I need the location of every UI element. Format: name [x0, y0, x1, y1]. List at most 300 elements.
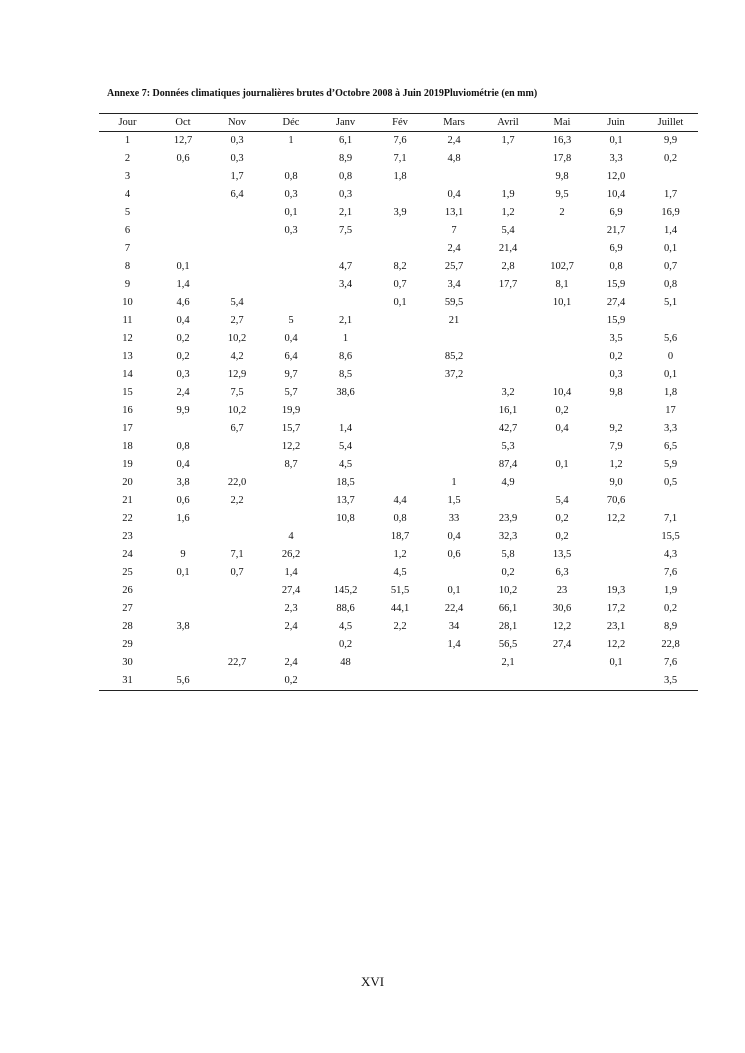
- rainfall-cell: 12,7: [173, 135, 193, 146]
- rainfall-cell: 4,2: [230, 351, 244, 362]
- column-header: Mai: [553, 117, 571, 128]
- column-header: Janv: [335, 117, 356, 128]
- table-row: [99, 240, 698, 258]
- rainfall-cell: 0,2: [501, 567, 515, 578]
- rainfall-cell: [535, 330, 589, 348]
- rainfall-cell: 19,3: [606, 585, 626, 596]
- rainfall-cell: [156, 186, 210, 204]
- rainfall-cell: 0,8: [338, 171, 353, 182]
- rainfall-cell: 0,1: [555, 459, 569, 470]
- rainfall-cell: 8,9: [663, 621, 678, 632]
- rainfall-cell: [156, 204, 210, 222]
- rainfall-cell: [481, 348, 535, 366]
- day-cell: 10: [122, 297, 133, 308]
- rainfall-cell: [535, 474, 589, 492]
- rainfall-cell: [373, 222, 427, 240]
- rainfall-cell: [535, 240, 589, 258]
- rainfall-cell: 2,2: [230, 495, 244, 506]
- rainfall-cell: [264, 276, 318, 294]
- rainfall-cell: 6,7: [230, 423, 244, 434]
- rainfall-cell: [481, 294, 535, 312]
- rainfall-cell: 0,2: [555, 513, 569, 524]
- table-row: [99, 456, 698, 474]
- rainfall-cell: 2,4: [176, 387, 190, 398]
- day-cell: 8: [124, 261, 131, 272]
- rainfall-cell: 1,2: [501, 207, 515, 218]
- rainfall-cell: [210, 456, 264, 474]
- day-cell: 19: [122, 459, 133, 470]
- rainfall-cell: [264, 636, 318, 654]
- rainfall-cell: 6,1: [338, 135, 353, 146]
- rainfall-cell: [427, 438, 481, 456]
- day-cell: 24: [122, 549, 133, 560]
- rainfall-cell: [373, 240, 427, 258]
- rainfall-cell: 27,4: [281, 585, 301, 596]
- rainfall-cell: 9,0: [609, 477, 623, 488]
- rainfall-cell: [373, 636, 427, 654]
- rainfall-cell: 23: [556, 585, 568, 596]
- rainfall-cell: 0,8: [393, 513, 407, 524]
- rainfall-cell: [156, 654, 210, 672]
- rainfall-cell: [210, 600, 264, 618]
- table-header: [99, 114, 698, 131]
- rainfall-cell: 9,9: [176, 405, 190, 416]
- rainfall-cell: 0,7: [393, 279, 407, 290]
- rainfall-cell: [589, 672, 643, 690]
- rainfall-cell: 12,0: [606, 171, 626, 182]
- day-cell: 25: [122, 567, 133, 578]
- rainfall-cell: [427, 384, 481, 402]
- rainfall-cell: 0,2: [609, 351, 623, 362]
- rainfall-cell: 5,4: [338, 441, 353, 452]
- rainfall-cell: [210, 276, 264, 294]
- rainfall-cell: 5,9: [663, 459, 678, 470]
- day-cell: 15: [122, 387, 133, 398]
- table-row: [99, 474, 698, 492]
- rainfall-cell: 10,2: [498, 585, 518, 596]
- rainfall-cell: 0,1: [284, 207, 298, 218]
- day-cell: 6: [124, 225, 131, 236]
- rainfall-cell: 21,7: [606, 225, 626, 236]
- rainfall-cell: 44,1: [390, 603, 410, 614]
- rainfall-cell: 0,1: [663, 369, 678, 380]
- rainfall-cell: 0,2: [555, 405, 569, 416]
- table-row: [99, 132, 698, 150]
- rainfall-cell: 10,2: [227, 333, 247, 344]
- rainfall-cell: 4,7: [338, 261, 353, 272]
- rainfall-table: [99, 114, 698, 131]
- rainfall-cell: 9,8: [555, 171, 569, 182]
- rainfall-cell: 0,4: [176, 459, 190, 470]
- rainfall-cell: [481, 150, 535, 168]
- rainfall-cell: 22,8: [661, 639, 680, 650]
- rainfall-cell: 7,6: [663, 657, 678, 668]
- rainfall-cell: [210, 636, 264, 654]
- rainfall-cell: [264, 294, 318, 312]
- rainfall-cell: 0,2: [663, 153, 678, 164]
- header-row: [99, 114, 698, 131]
- rainfall-cell: 0,1: [609, 657, 623, 668]
- rainfall-cell: 12,9: [227, 369, 247, 380]
- rainfall-cell: 9: [180, 549, 186, 560]
- rainfall-cell: 37,2: [444, 369, 464, 380]
- rainfall-cell: 1: [342, 333, 349, 344]
- rainfall-cell: [210, 672, 264, 690]
- rainfall-cell: [210, 510, 264, 528]
- rainfall-cell: [427, 330, 481, 348]
- rainfall-cell: 33: [448, 513, 460, 524]
- table-row: [99, 204, 698, 222]
- rainfall-cell: 15,9: [606, 279, 626, 290]
- rainfall-cell: 2,4: [447, 243, 461, 254]
- rainfall-cell: 0,4: [176, 315, 190, 326]
- rainfall-cell: 70,6: [606, 495, 626, 506]
- rainfall-cell: 48: [340, 657, 351, 668]
- rainfall-cell: [210, 438, 264, 456]
- rainfall-cell: 5,4: [555, 495, 569, 506]
- rainfall-cell: 15,7: [281, 423, 301, 434]
- rainfall-cell: 5,7: [284, 387, 298, 398]
- rainfall-cell: 3,5: [663, 675, 678, 686]
- rainfall-cell: 0,8: [284, 171, 298, 182]
- rainfall-cell: [373, 474, 427, 492]
- day-cell: 30: [122, 657, 133, 668]
- rainfall-cell: 4: [288, 531, 294, 542]
- rainfall-cell: 2,4: [284, 621, 298, 632]
- rainfall-cell: 1,6: [176, 513, 190, 524]
- table-row: [99, 312, 698, 330]
- rainfall-cell: [264, 510, 318, 528]
- rainfall-cell: 8,9: [338, 153, 353, 164]
- rainfall-cell: [264, 150, 318, 168]
- rainfall-cell: 0,8: [609, 261, 623, 272]
- rainfall-cell: 7,1: [393, 153, 407, 164]
- rainfall-cell: [427, 168, 481, 186]
- rainfall-cell: 12,2: [552, 621, 572, 632]
- rainfall-cell: [481, 366, 535, 384]
- rainfall-cell: 16,1: [498, 405, 518, 416]
- table-row: [99, 438, 698, 456]
- day-cell: 9: [124, 279, 131, 290]
- rainfall-cell: 5,4: [501, 225, 515, 236]
- rainfall-cell: [318, 402, 373, 420]
- rainfall-cell: [589, 546, 643, 564]
- rainfall-cell: 9,9: [663, 135, 678, 146]
- rainfall-cell: [210, 582, 264, 600]
- rainfall-cell: 18,5: [336, 477, 355, 488]
- rainfall-cell: 13,1: [444, 207, 464, 218]
- table-row: [99, 402, 698, 420]
- rainfall-cell: 42,7: [498, 423, 518, 434]
- day-cell: 16: [122, 405, 133, 416]
- rainfall-cell: 85,2: [444, 351, 464, 362]
- rainfall-cell: 10,8: [336, 513, 355, 524]
- rainfall-cell: [264, 258, 318, 276]
- rainfall-cell: 4,6: [176, 297, 190, 308]
- table-row: [99, 366, 698, 384]
- table-row: [99, 168, 698, 186]
- column-header: Juin: [607, 117, 625, 128]
- rainfall-cell: [264, 492, 318, 510]
- rainfall-cell: 7,5: [338, 225, 353, 236]
- rainfall-cell: 1,9: [501, 189, 515, 200]
- rainfall-cell: 9,7: [284, 369, 298, 380]
- rainfall-cell: [427, 456, 481, 474]
- rainfall-cell: 9,5: [555, 189, 569, 200]
- rainfall-cell: 3,5: [609, 333, 623, 344]
- rainfall-cell: 32,3: [498, 531, 518, 542]
- rainfall-cell: 5,4: [230, 297, 244, 308]
- table-row: [99, 420, 698, 438]
- rainfall-cell: 17,8: [552, 153, 572, 164]
- rainfall-cell: 8,6: [338, 351, 353, 362]
- day-cell: 7: [124, 243, 131, 254]
- rainfall-cell: 3,4: [447, 279, 461, 290]
- rainfall-cell: 0,3: [284, 225, 298, 236]
- rainfall-cell: [156, 636, 210, 654]
- rainfall-cell: [373, 654, 427, 672]
- rainfall-cell: 0,2: [176, 351, 190, 362]
- rainfall-cell: 0,8: [176, 441, 190, 452]
- rainfall-cell: 12,2: [606, 513, 626, 524]
- day-cell: 26: [122, 585, 133, 596]
- rainfall-cell: 2,1: [338, 207, 353, 218]
- rainfall-table-container: [99, 113, 698, 691]
- rainfall-cell: 3,9: [393, 207, 407, 218]
- rainfall-cell: [373, 438, 427, 456]
- rainfall-cell: 8,2: [393, 261, 407, 272]
- day-cell: 18: [122, 441, 133, 452]
- rainfall-cell: 1,9: [663, 585, 678, 596]
- rainfall-cell: 1,4: [663, 225, 678, 236]
- rainfall-cell: 0,2: [338, 639, 353, 650]
- rainfall-cell: 4,9: [501, 477, 515, 488]
- rainfall-cell: 10,2: [227, 405, 247, 416]
- day-cell: 5: [124, 207, 131, 218]
- rainfall-cell: 0,2: [663, 603, 678, 614]
- rainfall-cell: [373, 312, 427, 330]
- rainfall-cell: [264, 474, 318, 492]
- rainfall-cell: 4,3: [663, 549, 678, 560]
- rainfall-cell: [481, 312, 535, 330]
- table-row: [99, 618, 698, 636]
- rainfall-cell: [535, 366, 589, 384]
- rainfall-cell: 1,5: [447, 495, 461, 506]
- rainfall-cell: 0,4: [447, 531, 461, 542]
- rainfall-cell: 8,5: [338, 369, 353, 380]
- rainfall-cell: 22,7: [227, 657, 247, 668]
- table-row: [99, 276, 698, 294]
- day-cell: 23: [122, 531, 133, 542]
- table-title: Annexe 7: Données climatiques journalières brutes d’Octobre 2008 à Juin 2019Pluviométrie (en mm): [107, 88, 538, 99]
- rainfall-cell: 87,4: [498, 459, 518, 470]
- rainfall-cell: [210, 240, 264, 258]
- rainfall-cell: 26,2: [281, 549, 301, 560]
- rainfall-cell: 23,9: [498, 513, 518, 524]
- rainfall-cell: 7,9: [609, 441, 623, 452]
- rainfall-cell: [481, 672, 535, 690]
- rainfall-cell: 2,4: [284, 657, 298, 668]
- rainfall-cell: [156, 222, 210, 240]
- rainfall-cell: 0,1: [447, 585, 461, 596]
- table-row: [99, 636, 698, 654]
- rainfall-cell: 1,8: [393, 171, 407, 182]
- table-row: [99, 294, 698, 312]
- rainfall-cell: 5: [288, 315, 294, 326]
- rainfall-cell: [535, 312, 589, 330]
- rainfall-cell: [481, 330, 535, 348]
- rainfall-cell: 13,5: [552, 549, 572, 560]
- rainfall-cell: [264, 240, 318, 258]
- rainfall-cell: 0,4: [555, 423, 569, 434]
- column-header: Fév: [392, 117, 408, 128]
- rainfall-cell: [318, 294, 373, 312]
- rainfall-cell: 0,3: [284, 189, 298, 200]
- day-cell: 28: [122, 621, 133, 632]
- rainfall-cell: [373, 366, 427, 384]
- table-row: [99, 330, 698, 348]
- rainfall-cell: [535, 438, 589, 456]
- rainfall-cell: [318, 528, 373, 546]
- day-cell: 3: [124, 171, 131, 182]
- rainfall-table-body: [99, 132, 698, 690]
- rainfall-cell: 1,7: [663, 189, 678, 200]
- rainfall-cell: 30,6: [552, 603, 572, 614]
- rainfall-cell: 6,5: [663, 441, 678, 452]
- rainfall-cell: [643, 168, 698, 186]
- rainfall-cell: [535, 348, 589, 366]
- table-row: [99, 528, 698, 546]
- table-row: [99, 222, 698, 240]
- table-row: [99, 186, 698, 204]
- page-number: XVI: [360, 974, 385, 989]
- rainfall-cell: 1,2: [609, 459, 623, 470]
- rainfall-cell: 145,2: [333, 585, 358, 596]
- day-cell: 1: [124, 135, 131, 146]
- rainfall-cell: 0: [667, 351, 674, 362]
- rainfall-cell: 12,2: [281, 441, 301, 452]
- rainfall-cell: 0,1: [176, 567, 190, 578]
- rainfall-cell: 16,3: [552, 135, 572, 146]
- rainfall-cell: 6,4: [230, 189, 244, 200]
- rainfall-cell: 2,2: [393, 621, 407, 632]
- rainfall-cell: [535, 672, 589, 690]
- rainfall-cell: 3,8: [176, 477, 190, 488]
- rainfall-cell: 13,7: [336, 495, 355, 506]
- rainfall-cell: [210, 204, 264, 222]
- rainfall-cell: [373, 672, 427, 690]
- rainfall-cell: 3,4: [338, 279, 353, 290]
- rainfall-cell: 3,3: [609, 153, 623, 164]
- day-cell: 13: [122, 351, 133, 362]
- rainfall-cell: [156, 600, 210, 618]
- table-row: [99, 600, 698, 618]
- rainfall-cell: 0,2: [176, 333, 190, 344]
- rainfall-cell: 5,6: [176, 675, 190, 686]
- table-body: [99, 132, 698, 690]
- table-row: [99, 492, 698, 510]
- rainfall-cell: 21,4: [498, 243, 518, 254]
- table-row: [99, 654, 698, 672]
- rainfall-cell: 3,2: [501, 387, 515, 398]
- rainfall-cell: 6,9: [609, 207, 623, 218]
- column-header: Avril: [497, 117, 519, 128]
- rainfall-cell: 6,4: [284, 351, 298, 362]
- rainfall-cell: 1,4: [338, 423, 353, 434]
- column-header: Déc: [282, 117, 300, 128]
- rainfall-cell: 0,3: [338, 189, 353, 200]
- rainfall-cell: 5,1: [663, 297, 678, 308]
- rainfall-cell: 15,5: [661, 531, 680, 542]
- table-row: [99, 150, 698, 168]
- rainfall-cell: 19,9: [281, 405, 301, 416]
- rainfall-cell: [373, 402, 427, 420]
- table-bottom-rule: [99, 690, 698, 691]
- rainfall-cell: 15,9: [606, 315, 626, 326]
- rainfall-cell: 17,7: [498, 279, 518, 290]
- rainfall-cell: 1,8: [663, 387, 678, 398]
- table-row: [99, 564, 698, 582]
- rainfall-cell: 1,7: [230, 171, 244, 182]
- rainfall-cell: 23,1: [606, 621, 626, 632]
- rainfall-cell: 2,3: [284, 603, 298, 614]
- day-cell: 11: [122, 315, 133, 326]
- rainfall-cell: 34: [448, 621, 460, 632]
- rainfall-cell: 3,3: [663, 423, 678, 434]
- rainfall-cell: 10,4: [606, 189, 626, 200]
- day-cell: 2: [124, 153, 131, 164]
- rainfall-cell: 21: [448, 315, 460, 326]
- rainfall-cell: 0,3: [609, 369, 623, 380]
- rainfall-cell: 27,4: [606, 297, 626, 308]
- rainfall-cell: [318, 672, 373, 690]
- column-header: Oct: [175, 117, 191, 128]
- rainfall-cell: 10,4: [552, 387, 572, 398]
- rainfall-cell: 0,7: [230, 567, 244, 578]
- rainfall-cell: 0,1: [176, 261, 190, 272]
- rainfall-cell: 1: [288, 135, 294, 146]
- rainfall-cell: [481, 492, 535, 510]
- rainfall-cell: 7,5: [230, 387, 244, 398]
- rainfall-cell: [156, 240, 210, 258]
- rainfall-cell: [210, 258, 264, 276]
- rainfall-cell: [373, 384, 427, 402]
- rainfall-cell: 8,7: [284, 459, 298, 470]
- rainfall-cell: 2,4: [447, 135, 461, 146]
- rainfall-cell: 38,6: [336, 387, 355, 398]
- rainfall-cell: [589, 564, 643, 582]
- rainfall-cell: [318, 564, 373, 582]
- rainfall-cell: 0,1: [393, 297, 407, 308]
- rainfall-cell: 12,2: [606, 639, 626, 650]
- table-row: [99, 384, 698, 402]
- rainfall-cell: [427, 672, 481, 690]
- table-row: [99, 582, 698, 600]
- rainfall-cell: 2,1: [338, 315, 353, 326]
- rainfall-cell: 0,8: [663, 279, 678, 290]
- rainfall-cell: 2,1: [501, 657, 515, 668]
- rainfall-cell: 7,6: [393, 135, 407, 146]
- rainfall-cell: 0,1: [609, 135, 623, 146]
- rainfall-cell: [156, 582, 210, 600]
- rainfall-cell: 0,3: [176, 369, 190, 380]
- rainfall-cell: 17,2: [606, 603, 626, 614]
- day-cell: 31: [122, 675, 133, 686]
- rainfall-cell: 2: [559, 207, 565, 218]
- rainfall-cell: [535, 654, 589, 672]
- rainfall-cell: 25,7: [444, 261, 464, 272]
- rainfall-cell: [535, 222, 589, 240]
